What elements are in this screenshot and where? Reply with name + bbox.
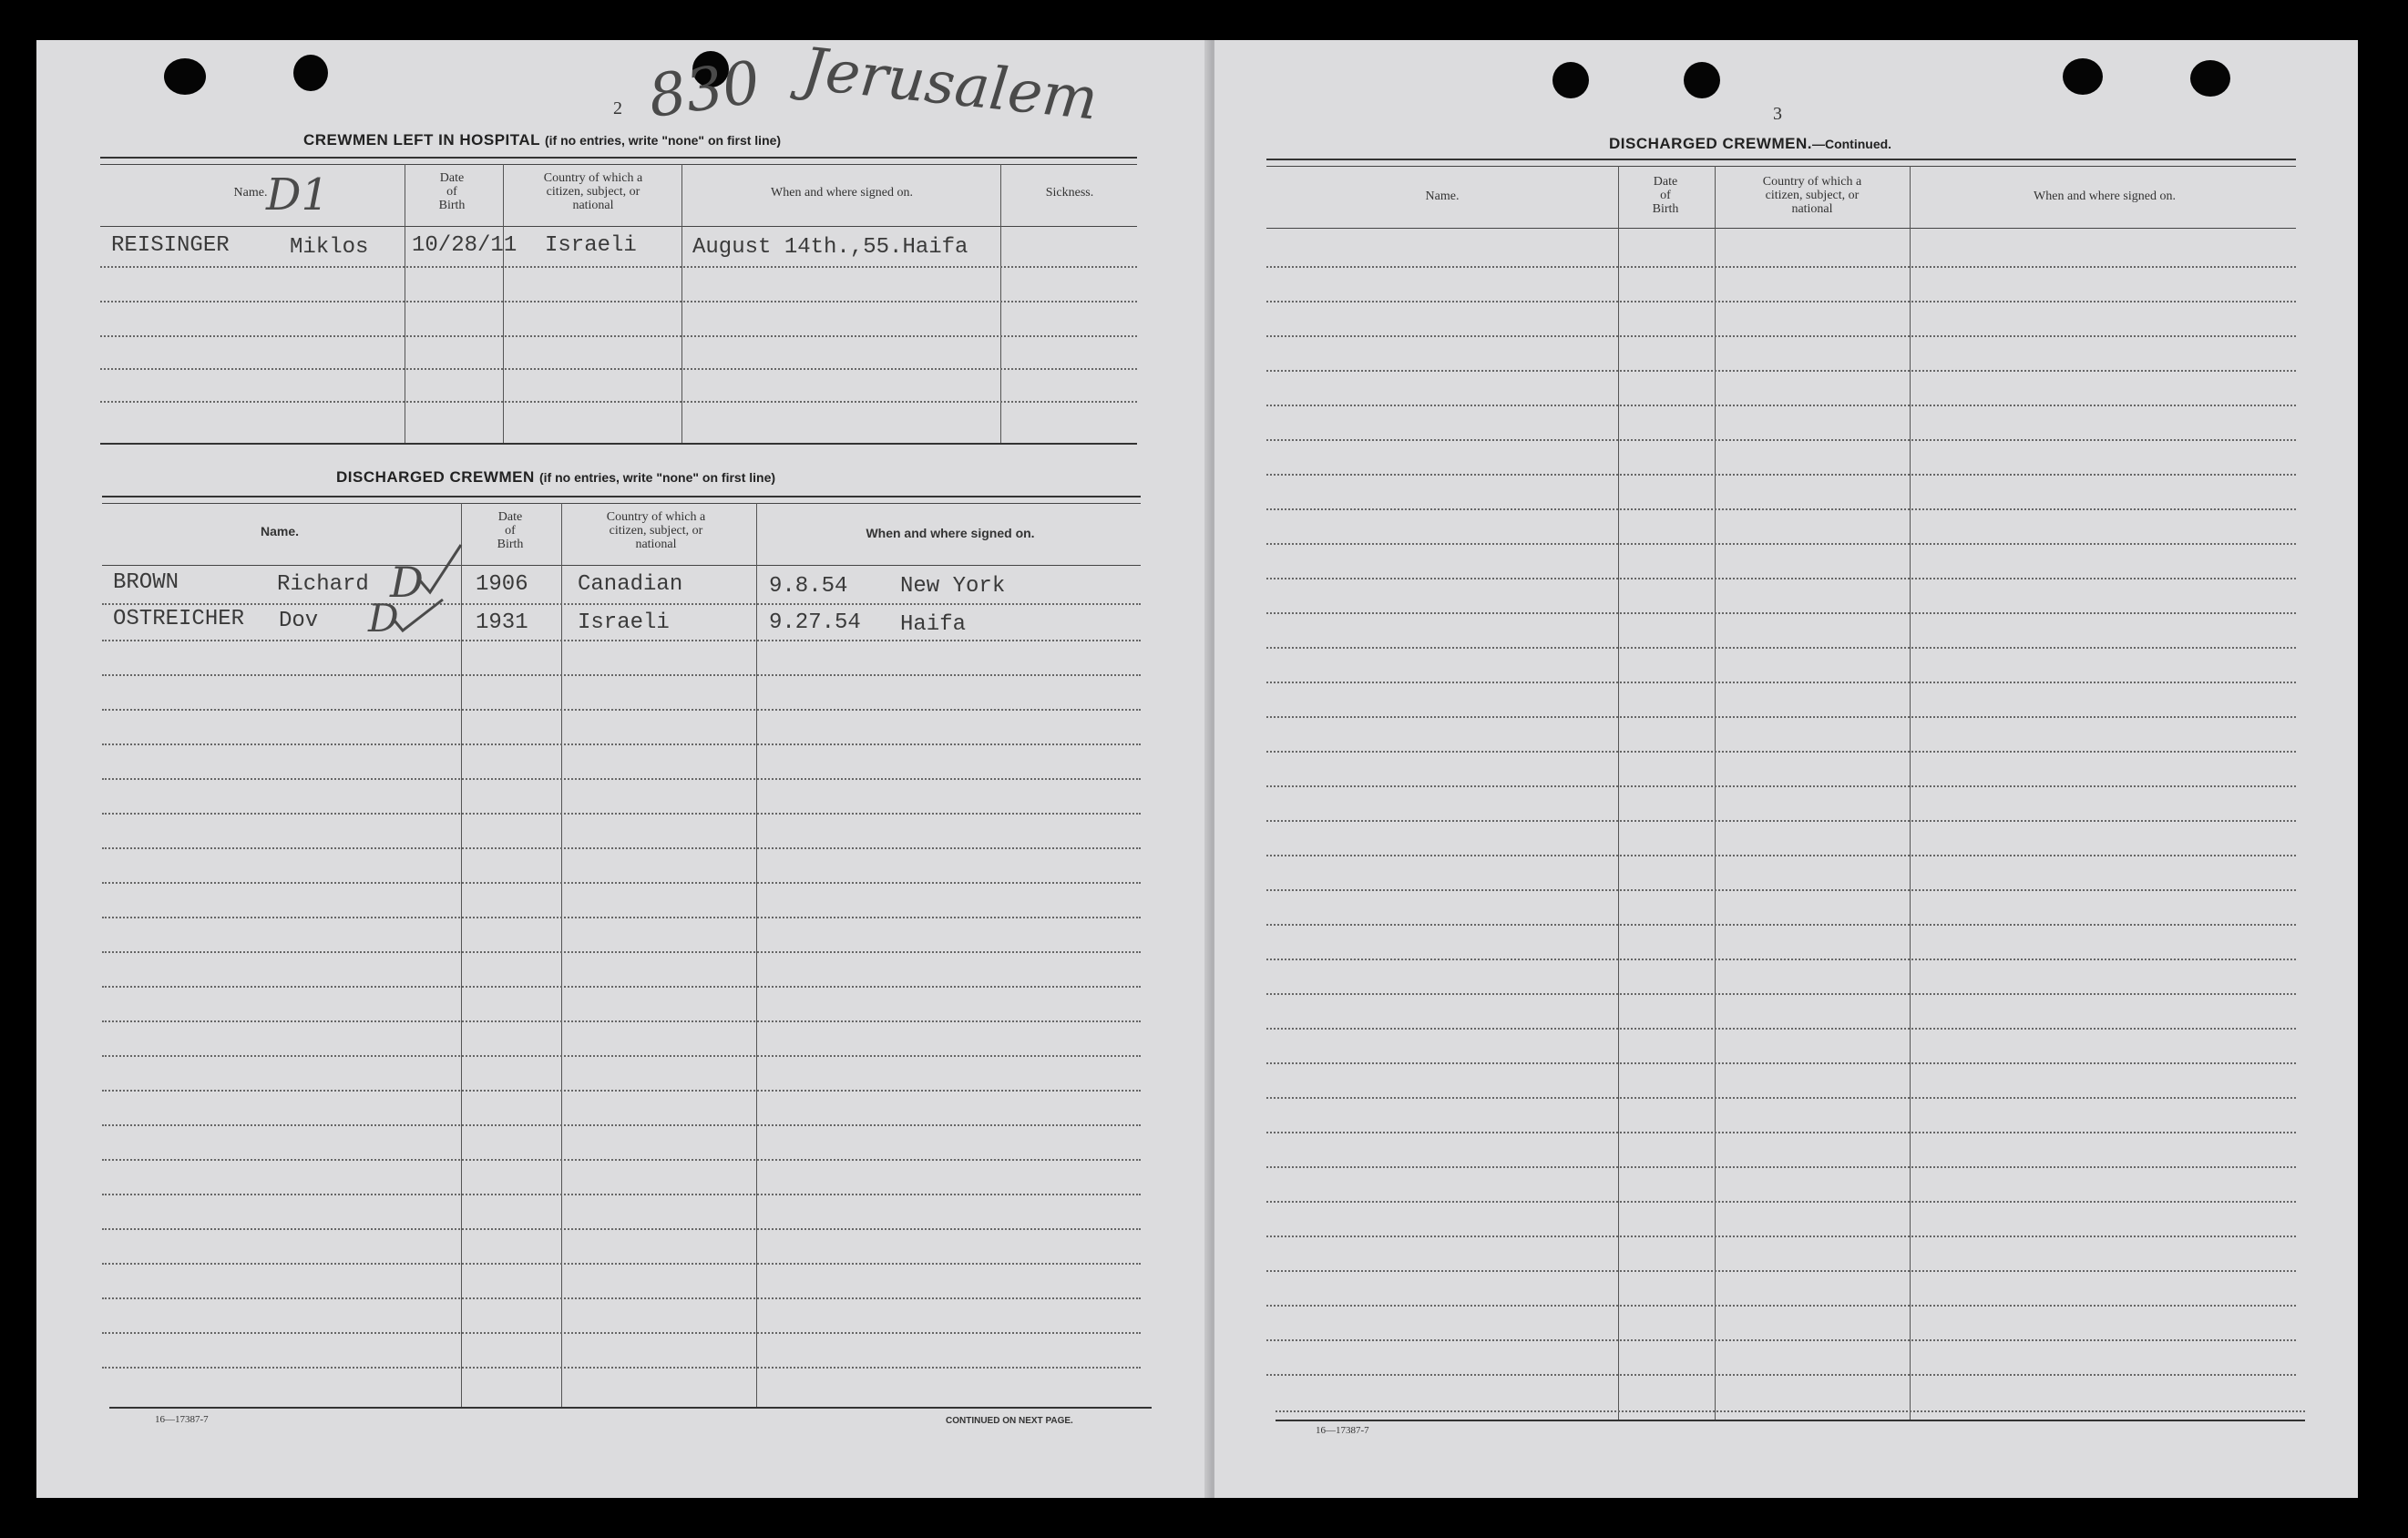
discharged-row-dob: 1931 (476, 610, 528, 635)
rule (102, 496, 1141, 497)
dotted-row (1266, 889, 2296, 891)
dotted-row (1266, 266, 2296, 268)
column-header-dob: Date of Birth (497, 510, 524, 551)
dotted-row (1266, 785, 2296, 787)
dotted-row (102, 1090, 1141, 1092)
dotted-row (100, 401, 1137, 403)
page-number: 3 (1773, 104, 1782, 124)
column-header-name: Name. (1425, 190, 1460, 203)
column-header-dob: Date of Birth (438, 171, 466, 212)
hospital-row-signed: August 14th.,55.Haifa (692, 235, 968, 260)
rule (109, 1407, 1152, 1409)
dotted-row (102, 1124, 1141, 1126)
dotted-row (102, 743, 1141, 745)
rule (100, 443, 1137, 445)
dotted-row (1266, 716, 2296, 718)
dotted-row (1276, 1410, 2305, 1412)
checkmark-icon (392, 598, 446, 634)
dotted-row (1266, 751, 2296, 753)
dotted-row (1266, 301, 2296, 302)
handwritten-number: 830 (644, 48, 764, 132)
column-header-signed: When and where signed on. (771, 186, 913, 200)
dotted-row (1266, 1339, 2296, 1341)
dotted-row (1266, 474, 2296, 476)
hospital-row-firstname: Miklos (290, 235, 369, 260)
column-header-country: Country of which a citizen, subject, or national (543, 171, 643, 212)
hospital-row-lastname: REISINGER (111, 233, 230, 258)
handwritten-mark: D1 (266, 169, 330, 220)
column-header-dob: Date of Birth (1652, 175, 1679, 216)
discharged-row-country: Israeli (578, 610, 670, 635)
dotted-row (1266, 682, 2296, 683)
continued-note: CONTINUED ON NEXT PAGE. (946, 1416, 1073, 1426)
handwritten-mark: D (368, 596, 399, 641)
dotted-row (1266, 1166, 2296, 1168)
handwritten-place: Jerusalem (799, 36, 1102, 134)
dotted-row (102, 1263, 1141, 1265)
dotted-row (1266, 1201, 2296, 1203)
rule (100, 157, 1137, 159)
dotted-row (102, 951, 1141, 953)
rule (1276, 1420, 2305, 1421)
rule (1266, 228, 2296, 229)
punch-hole (1552, 62, 1589, 98)
form-number: 16—17387-7 (1316, 1425, 1369, 1436)
dotted-row (1266, 1374, 2296, 1376)
rule (1266, 159, 2296, 160)
punch-hole (1684, 62, 1720, 98)
form-page-left (36, 40, 1218, 1498)
dotted-row (102, 709, 1141, 711)
column-divider (561, 503, 562, 1407)
dotted-row (102, 778, 1141, 780)
dotted-row (1266, 1132, 2296, 1133)
discharged-row-signed-place: Haifa (900, 612, 967, 637)
dotted-row (1266, 959, 2296, 960)
hospital-row-dob: 10/28/11 (412, 233, 517, 258)
dotted-row (102, 847, 1141, 849)
column-divider (1618, 166, 1619, 1421)
form-number: 16—17387-7 (155, 1414, 209, 1425)
dotted-row (100, 301, 1137, 302)
discharged-row-country: Canadian (578, 572, 683, 597)
dotted-row (1266, 405, 2296, 406)
dotted-row (1266, 820, 2296, 822)
rule (102, 565, 1141, 566)
dotted-row (100, 335, 1137, 337)
dotted-row (1266, 335, 2296, 337)
dotted-row (1266, 647, 2296, 649)
column-header-country: Country of which a citizen, subject, or national (606, 510, 706, 551)
dotted-row (1266, 1305, 2296, 1307)
dotted-row (1266, 543, 2296, 545)
discharged-row-signed-date: 9.8.54 (769, 574, 848, 599)
discharged-row-lastname: OSTREICHER (113, 607, 245, 631)
dotted-row (102, 1194, 1141, 1195)
dotted-row (1266, 508, 2296, 510)
dotted-row (1266, 1097, 2296, 1099)
dotted-row (100, 266, 1137, 268)
dotted-row (1266, 1236, 2296, 1237)
punch-hole (164, 58, 206, 95)
hospital-section-title: CREWMEN LEFT IN HOSPITAL (if no entries, write "none" on first line) (303, 131, 782, 149)
dotted-row (1266, 993, 2296, 995)
dotted-row (102, 882, 1141, 884)
rule (100, 164, 1137, 165)
discharged-row-signed-date: 9.27.54 (769, 610, 861, 635)
discharged-row-dob: 1906 (476, 572, 528, 597)
dotted-row (1266, 1270, 2296, 1272)
rule (100, 226, 1137, 227)
column-header-name: Name. (260, 524, 300, 538)
hospital-row-country: Israeli (545, 233, 637, 258)
rule (102, 503, 1141, 504)
dotted-row (100, 368, 1137, 370)
column-header-sickness: Sickness. (1045, 186, 1094, 200)
dotted-row (102, 603, 1141, 605)
dotted-row (102, 1297, 1141, 1299)
column-header-country: Country of which a citizen, subject, or national (1762, 175, 1862, 216)
dotted-row (1266, 924, 2296, 926)
dotted-row (1266, 578, 2296, 579)
punch-hole (293, 55, 328, 91)
column-divider (461, 503, 462, 1407)
discharged-continued-title: DISCHARGED CREWMEN.—Continued. (1609, 135, 1892, 152)
punch-hole (2063, 58, 2103, 95)
punch-hole (2190, 60, 2230, 97)
handwritten-mark: D (390, 558, 424, 607)
form-page-right (1214, 40, 2358, 1498)
column-header-signed: When and where signed on. (2034, 190, 2176, 203)
dotted-row (1266, 1062, 2296, 1064)
discharged-row-signed-place: New York (900, 574, 1006, 599)
checkmark-icon (417, 541, 463, 596)
dotted-row (102, 1055, 1141, 1057)
dotted-row (1266, 855, 2296, 856)
dotted-row (102, 917, 1141, 918)
column-header-name: Name. (233, 186, 268, 200)
dotted-row (102, 1159, 1141, 1161)
dotted-row (1266, 612, 2296, 614)
dotted-row (102, 674, 1141, 676)
dotted-row (102, 813, 1141, 815)
dotted-row (102, 1228, 1141, 1230)
dotted-row (1266, 439, 2296, 441)
dotted-row (102, 1020, 1141, 1022)
rule (1266, 166, 2296, 167)
dotted-row (102, 1332, 1141, 1334)
discharged-section-title: DISCHARGED CREWMEN (if no entries, write "none" on first line) (336, 468, 776, 486)
dotted-row (102, 1367, 1141, 1369)
column-divider (1715, 166, 1716, 1421)
column-divider (1910, 166, 1911, 1421)
dotted-row (102, 986, 1141, 988)
column-header-signed: When and where signed on. (866, 526, 1035, 540)
page-number: 2 (613, 98, 622, 118)
column-divider (756, 503, 757, 1407)
dotted-row (1266, 370, 2296, 372)
discharged-row-lastname: BROWN (113, 570, 179, 595)
dotted-row (102, 640, 1141, 641)
dotted-row (1266, 1028, 2296, 1030)
discharged-row-firstname: Richard (277, 572, 369, 597)
discharged-row-firstname: Dov (279, 609, 319, 633)
